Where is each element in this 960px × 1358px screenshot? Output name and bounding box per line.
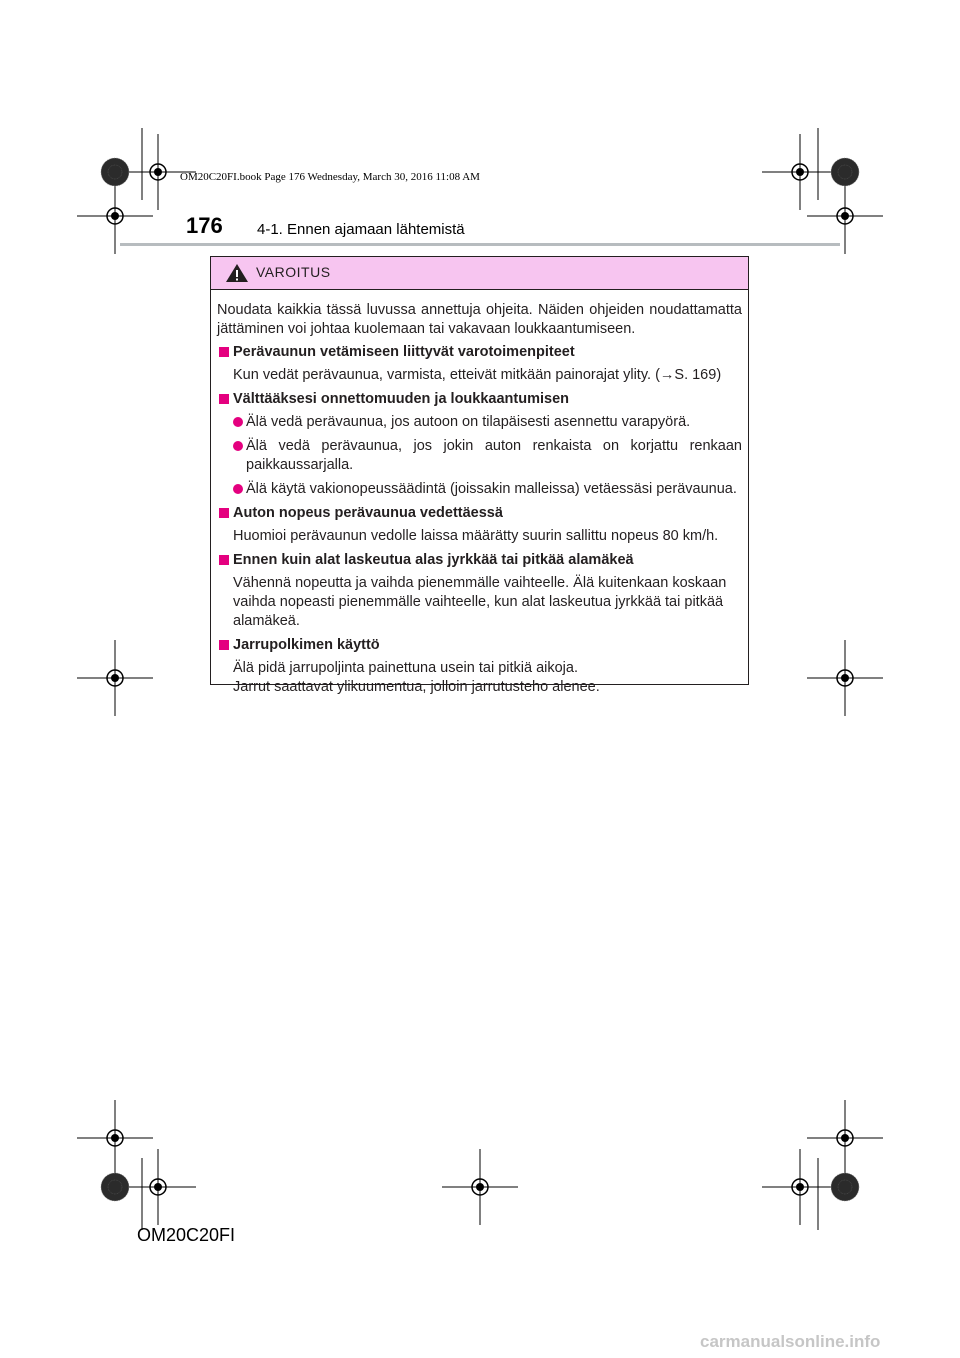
bullet-item: Älä vedä perävaunua, jos jokin auton renkaista on korjattu renkaan paikkaussarjalla. — [217, 437, 742, 475]
registration-mark-right-mid — [807, 640, 883, 716]
registration-mark-bottom-left — [120, 1149, 196, 1225]
registration-mark-bottom-right — [762, 1149, 838, 1225]
section-heading: Ennen kuin alat laskeutua alas jyrkkää tai pitkää alamäkeä — [233, 552, 634, 568]
square-bullet-icon — [219, 640, 229, 650]
dot-bullet-icon — [233, 441, 243, 451]
warning-header — [211, 257, 748, 290]
watermark: carmanualsonline.info — [700, 1332, 881, 1351]
warning-triangle-icon — [225, 263, 249, 283]
registration-mark-bottom-center — [442, 1149, 518, 1225]
wheel-mark-top-left — [101, 158, 129, 186]
section-heading: Jarrupolkimen käyttö — [233, 637, 380, 653]
registration-mark-left-mid — [77, 640, 153, 716]
warning-section — [217, 551, 742, 631]
warning-section — [217, 390, 742, 499]
warning-section — [217, 636, 742, 697]
header-rule — [120, 243, 840, 246]
warning-section — [217, 343, 742, 385]
wheel-mark-top-right — [831, 158, 859, 186]
page-number: 176 — [186, 213, 223, 238]
section-text: Kun vedät perävaunua, varmista, etteivät mitkään painorajat ylity. (→S. 169) — [233, 367, 722, 383]
footer-code: OM20C20FI — [137, 1225, 236, 1245]
section-heading: Auton nopeus perävaunua vedettäessä — [233, 505, 503, 521]
warning-body — [211, 290, 748, 697]
book-header: OM20C20FI.book Page 176 Wednesday, March 30, 2016 11:08 AM — [180, 171, 480, 183]
section-title: 4-1. Ennen ajamaan lähtemistä — [257, 221, 465, 238]
square-bullet-icon — [219, 508, 229, 518]
warning-label: VAROITUS — [256, 264, 331, 280]
section-text: Jarrut saattavat ylikuumentua, jolloin jarrutusteho alenee. — [233, 679, 600, 695]
square-bullet-icon — [219, 347, 229, 357]
warning-box — [210, 256, 749, 695]
dot-bullet-icon — [233, 484, 243, 494]
section-heading: Perävaunun vetämiseen liittyvät varotoimenpiteet — [233, 344, 575, 360]
warning-section — [217, 504, 742, 546]
warning-intro: Noudata kaikkia tässä luvussa annettuja ohjeita. Näiden ohjeiden noudattamatta jättäminen voi johtaa kuolemaan tai vakavaan loukkaantumiseen. — [217, 302, 742, 337]
section-text: Vähennä nopeutta ja vaihda pienemmälle vaihteelle. Älä kuitenkaan koskaan vaihda nopeasti pienemmälle vaihteelle, kun alat laskeutua jyrkkää tai pitkää alamäkeä. — [233, 575, 727, 629]
square-bullet-icon — [219, 394, 229, 404]
section-heading: Välttääksesi onnettomuuden ja loukkaantumisen — [233, 391, 569, 407]
wheel-mark-bottom-left — [101, 1173, 129, 1201]
square-bullet-icon — [219, 555, 229, 565]
dot-bullet-icon — [233, 417, 243, 427]
section-text: Huomioi perävaunun vedolle laissa määrätty suurin sallittu nopeus 80 km/h. — [233, 528, 719, 544]
bullet-item: Älä vedä perävaunua, jos autoon on tilapäisesti asennettu varapyörä. — [217, 413, 742, 432]
wheel-mark-bottom-right — [831, 1173, 859, 1201]
bullet-item: Älä käytä vakionopeussäädintä (joissakin malleissa) vetäessäsi perävaunua. — [217, 480, 742, 499]
section-text: Älä pidä jarrupoljinta painettuna usein tai pitkiä aikoja. — [233, 660, 578, 676]
